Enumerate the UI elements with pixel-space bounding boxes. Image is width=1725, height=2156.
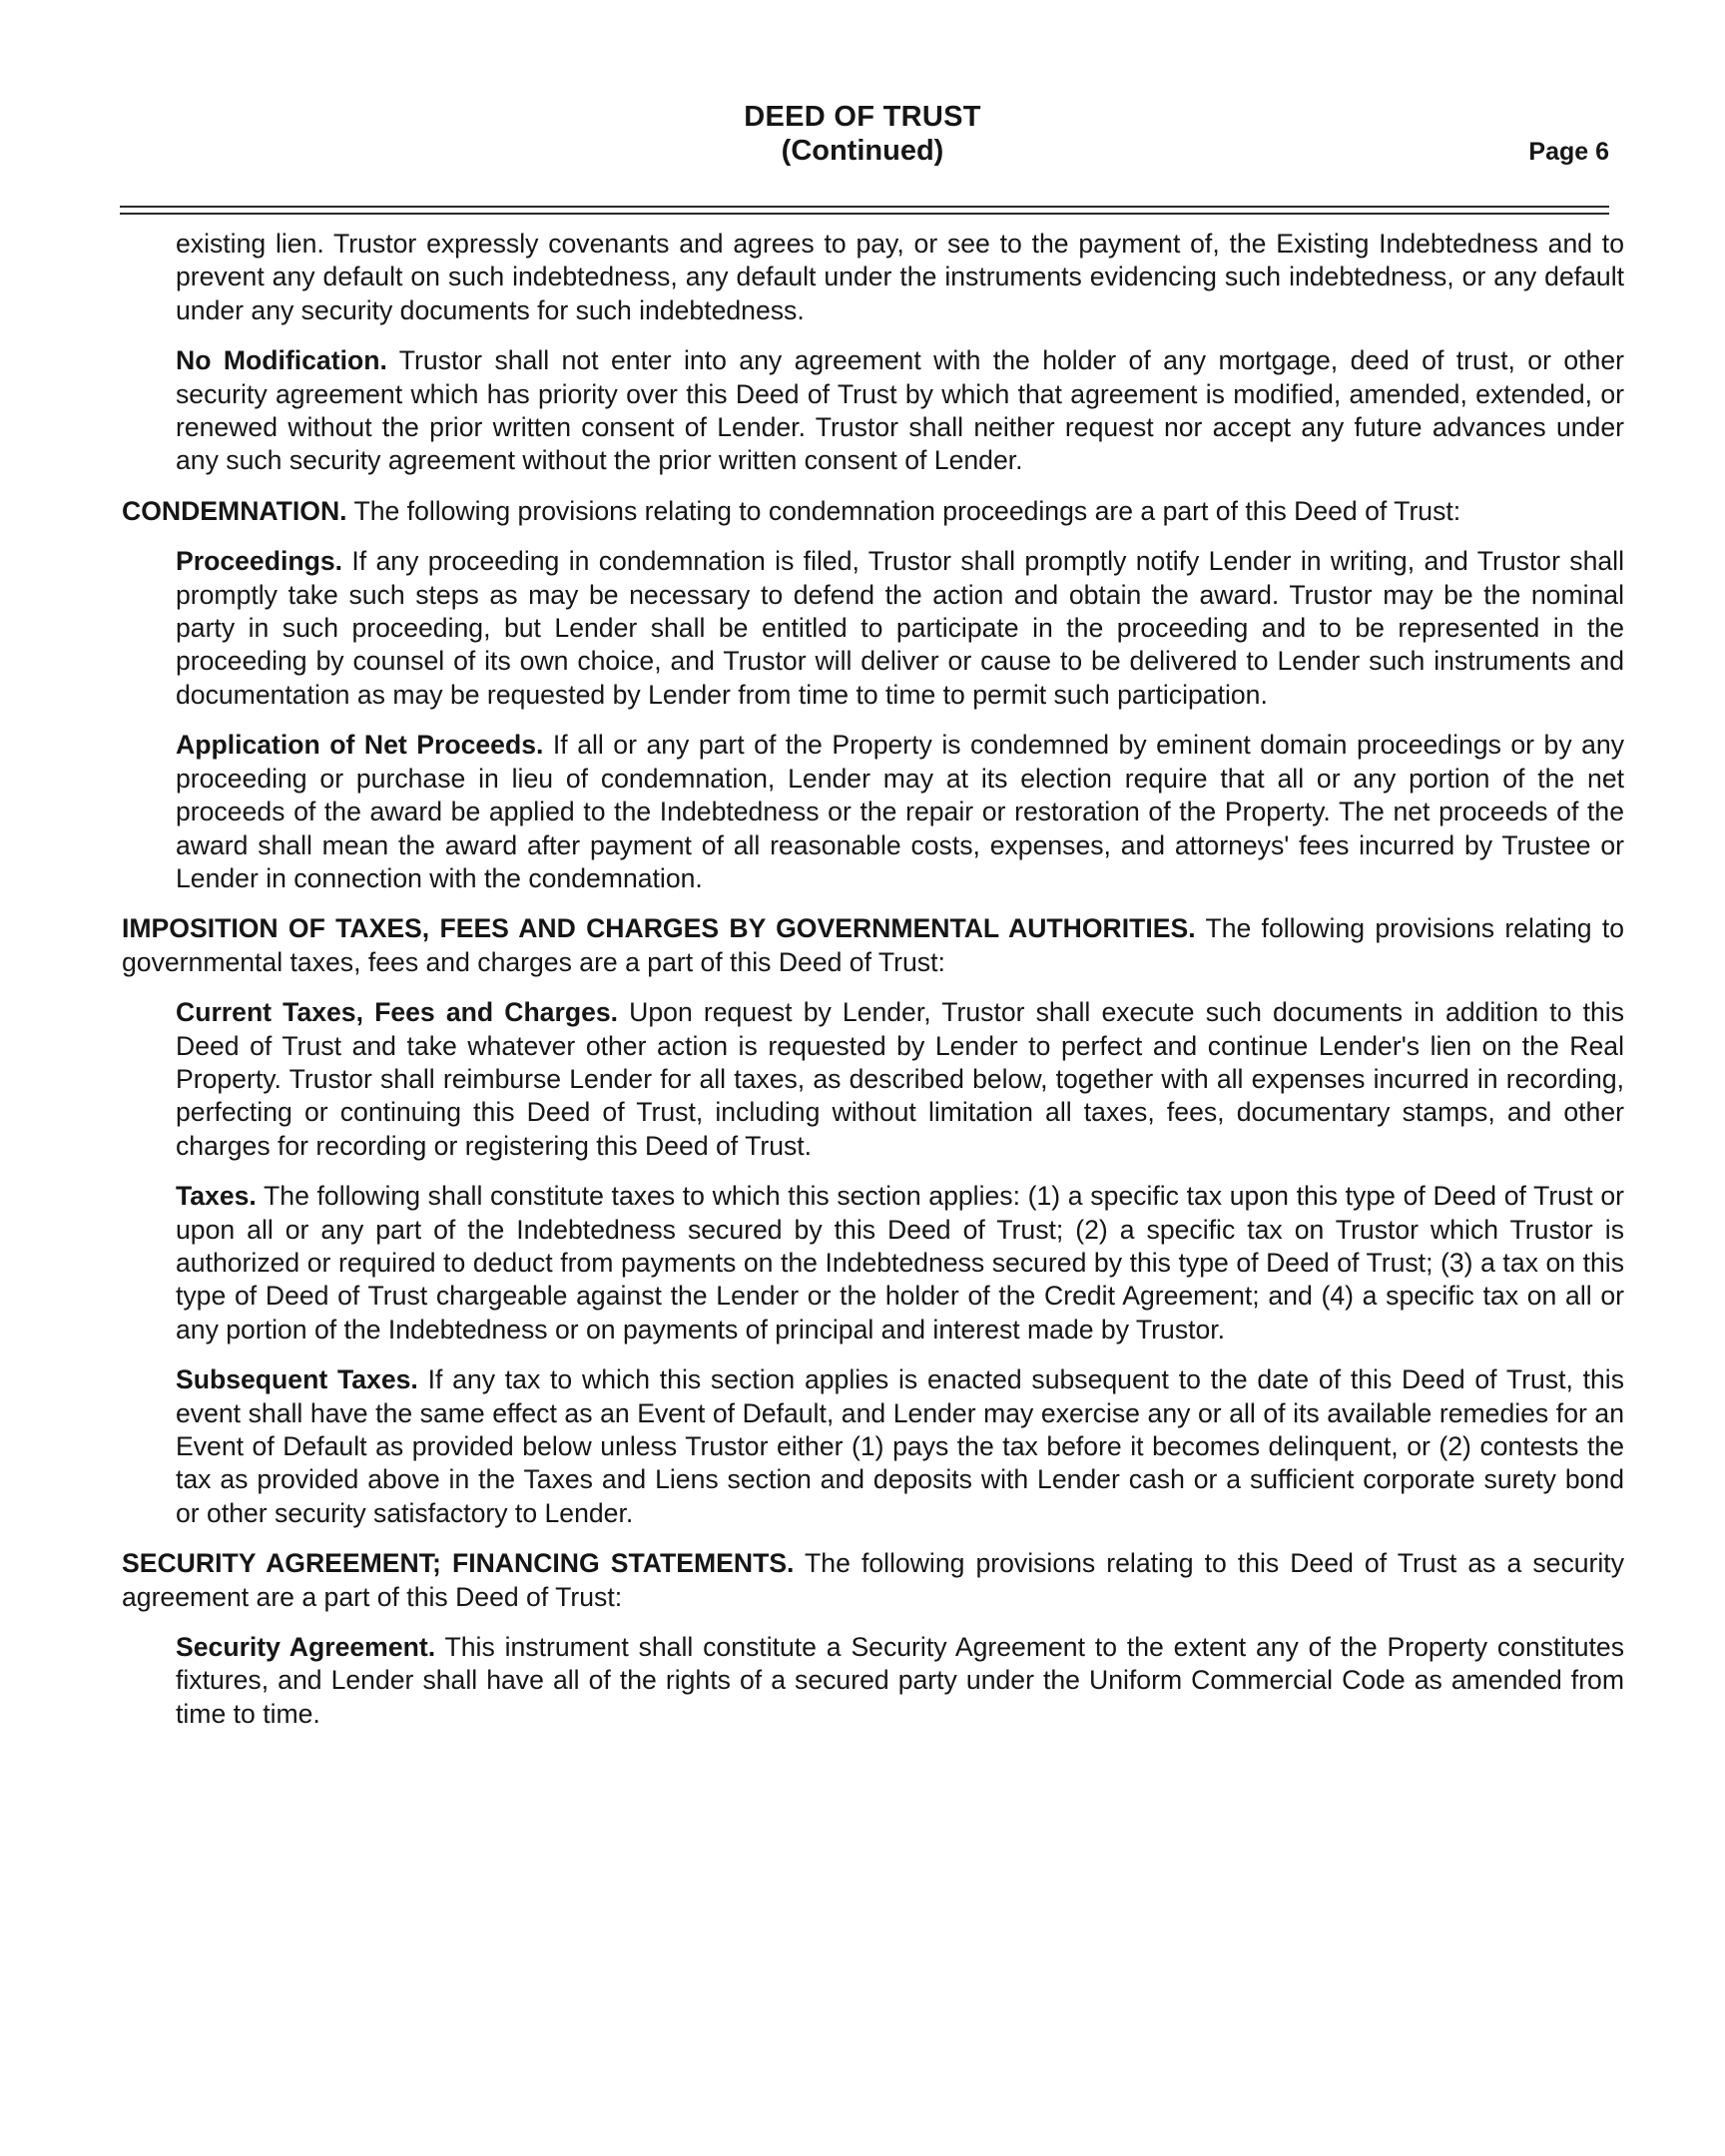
header-rule-top — [120, 206, 1609, 208]
subsection-heading: Current Taxes, Fees and Charges. — [176, 997, 619, 1028]
page-number: Page 6 — [1528, 138, 1609, 166]
paragraph-text: The following provisions relating to governmental taxes, fees and charges are a part of this Deed of Trust: — [122, 913, 1624, 977]
section-paragraph — [122, 1547, 1624, 1614]
paragraph-text: Trustor shall not enter into any agreement with the holder of any mortgage, deed of trust, or other security agreement which has priority over this Deed of Trust by which that agreement is modified, amended, extended, or renewed without the prior written consent of Lender. Trustor shall neither request nor accept any future advances under any such security agreement without the prior written consent of Lender. — [176, 345, 1624, 476]
subsection-heading: Application of Net Proceeds. — [176, 730, 544, 761]
paragraph-text: Upon request by Lender, Trustor shall execute such documents in addition to this Deed of Trust and take whatever other action is requested by Lender to perfect and continue Lender's lien on the Real Property. Trustor shall reimburse Lender for all taxes, as described below, together with all expenses incurred in recording, perfecting or continuing this Deed of Trust, including without limitation all taxes, fees, documentary stamps, and other charges for recording or registering this Deed of Trust. — [176, 997, 1624, 1161]
section-heading: IMPOSITION OF TAXES, FEES AND CHARGES BY GOVERNMENTAL AUTHORITIES. — [122, 913, 1196, 944]
paragraph-text: If any tax to which this section applies is enacted subsequent to the date of this Deed of Trust, this event shall have the same effect as an Event of Default, and Lender may exercise any or all of its available remedies for an Event of Default as provided below unless Trustor either (1) pays the tax before it becomes delinquent, or (2) contests the tax as provided above in the Taxes and Liens section and deposits with Lender cash or a sufficient corporate surety bond or other security satisfactory to Lender. — [176, 1364, 1625, 1528]
paragraph-text: If any proceeding in condemnation is filed, Trustor shall promptly notify Lender in writing, and Trustor shall promptly take such steps as may be necessary to defend the action and obtain the award. Trustor may be the nominal party in such proceeding, but Lender shall be entitled to participate in the proceeding and to be represented in the proceeding by counsel of its own choice, and Trustor will deliver or cause to be delivered to Lender such instruments and documentation as may be requested by Lender from time to time to permit such participation. — [176, 546, 1624, 710]
continuation-paragraph — [176, 228, 1624, 327]
subsection-heading: No Modification. — [176, 345, 387, 376]
subsection-paragraph — [176, 996, 1624, 1163]
section-paragraph — [122, 912, 1624, 979]
document-title: DEED OF TRUST — [744, 101, 981, 133]
paragraph-text: This instrument shall constitute a Security Agreement to the extent any of the Property constitutes fixtures, and Lender shall have all of the rights of a secured party under the Uniform Commercial Code as amended from time to time. — [176, 1632, 1625, 1729]
paragraph-text: The following provisions relating to condemnation proceedings are a part of this Deed of Trust: — [353, 495, 1461, 526]
section-heading: CONDEMNATION. — [122, 495, 347, 526]
subsection-paragraph — [176, 545, 1624, 712]
subsection-paragraph — [176, 1363, 1624, 1530]
subsection-heading: Proceedings. — [176, 546, 343, 577]
document-body — [122, 228, 1624, 1748]
subsection-paragraph — [176, 729, 1624, 895]
section-paragraph — [122, 495, 1624, 528]
subsection-heading: Taxes. — [176, 1181, 257, 1212]
paragraph-text: The following provisions relating to this Deed of Trust as a security agreement are a part of this Deed of Trust: — [122, 1548, 1624, 1612]
header-rule-bottom — [120, 213, 1609, 215]
subsection-heading: Subsequent Taxes. — [176, 1364, 418, 1395]
page-header — [0, 100, 1725, 168]
subsection-heading: Security Agreement. — [176, 1632, 436, 1663]
subsection-paragraph — [176, 344, 1624, 478]
subsection-paragraph — [176, 1631, 1624, 1731]
document-subtitle: (Continued) — [781, 135, 944, 167]
paragraph-text: existing lien. Trustor expressly covenants and agrees to pay, or see to the payment of, the Existing Indebtedness and to prevent any default on such indebtedness, any default under the instruments evidencing such indebtedness, or any default under any security documents for such indebtedness. — [176, 229, 1624, 325]
paragraph-text: If all or any part of the Property is condemned by eminent domain proceedings or by any proceeding or purchase in lieu of condemnation, Lender may at its election require that all or any portion of the net proceeds of the award be applied to the Indebtedness or the repair or restoration of the Property. The net proceeds of the award shall mean the award after payment of all reasonable costs, expenses, and attorneys' fees incurred by Trustee or Lender in connection with the condemnation. — [176, 730, 1625, 893]
paragraph-text: The following shall constitute taxes to which this section applies: (1) a specific tax upon this type of Deed of Trust or upon all or any part of the Indebtedness secured by this Deed of Trust; (2) a specific tax on Trustor which Trustor is authorized or required to deduct from payments on the Indebtedness secured by this type of Deed of Trust; (3) a tax on this type of Deed of Trust chargeable against the Lender or the holder of the Credit Agreement; and (4) a specific tax on all or any portion of the Indebtedness or on payments of principal and interest made by Trustor. — [176, 1181, 1624, 1345]
section-heading: SECURITY AGREEMENT; FINANCING STATEMENTS. — [122, 1548, 795, 1579]
subsection-paragraph — [176, 1180, 1624, 1347]
